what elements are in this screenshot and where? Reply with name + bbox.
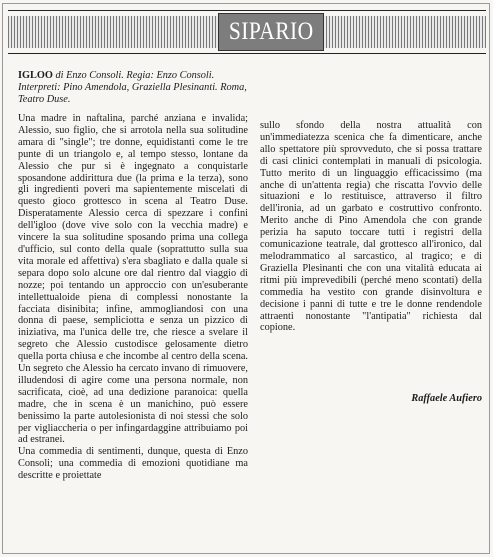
paragraph: sullo sfondo della nostra attualità con un'immediatezza scenica che fa dimenticare, anche allo spettatore più sprovveduto, che si possa trattare di casi clinici contemplati in manuali di psicologia. Tutto merito di un linguaggio efficacissimo (ma anche di un'attenta regia) che riscatta l'ovvio delle situazioni e lo restituisce, attraverso il filtro dell'ironia, ad un garbato e costruttivo confronto. Merito anche di Pino Amendola che con grande perizia ha saputo toccare tutti i registri della comunicazione teatrale, dal grottesco all'ironico, dal melodrammatico al sarcastico, al tragico; e di Graziella Plesinanti che con una vitalità educata ai ritmi più imprevedibili (perché meno scontati) della commedia ha vestito con grande disinvoltura e decisione i panni di tutte e tre le donne rendendole attraenti nonostante "l'antipatia" richiesta dal copione. [260,120,482,334]
section-header [8,10,486,54]
section-title: SIPARIO [228,18,314,45]
author-signature: Raffaele Aufiero [411,393,482,404]
left-column [18,113,248,482]
review-heading [18,70,250,106]
paragraph: Una commedia di sentimenti, dunque, questa di Enzo Consoli; una commedia di emozioni quotidiane ma descritte e proiettate [18,446,248,482]
section-title-box [218,13,324,51]
right-column [260,120,482,334]
play-credits: di Enzo Consoli. Regia: Enzo Consoli. Interpreti: Pino Amendola, Graziella Plesinanti. Roma, Teatro Duse. [18,70,247,105]
paragraph: Una madre in naftalina, parché anziana e invalida; Alessio, suo figlio, che si arrotola nella sua solitudine amara di "single"; tre donne, equidistanti come le tre punte di un triangolo e, al tempo stesso, lontane da Alessio che pur si è ingegnato a conquistarle sposandone addirittura due (la prima e la terza), sono gli ingredienti poveri ma sapientemente miscelati di questo gioco grottesco in scena al Teatro Duse. Disperatamente Alessio cerca di spezzare i confini dell'igloo (dove vive solo con la vecchia madre) e vincere la sua solitudine sposando prima una collega d'ufficio, sul conto della quale (soprattutto sulla sua vita morale ed affettiva) s'era sbagliato e dalla quale si separa dopo solo alcune ore dal rientro dal viaggio di nozze; poi tentando un approccio con un'esuberante intellettualoide piena di complessi nonostante la facciata disinibita; infine, ammogliandosi con una donna di paese, sempliciotta e senza un pizzico di iniziativa, ma l'unica delle tre, che riesce a svelare il segreto che Alessio custodisce gelosamente dietro quella porta chiusa e che incombe al centro della scena. Un segreto che Alessio ha cercato invano di rimuovere, illudendosi di agire come una persona normale, non sacrificata, cioè, ad una dedizione paranoica: quella madre, che in scena è un manichino, può essere benissimo la parte autolesionista di noi stessi che solo per vigliaccheria o per infingardaggine attribuiamo poi ad estranei. [18,113,248,446]
play-title: IGLOO [18,70,53,81]
